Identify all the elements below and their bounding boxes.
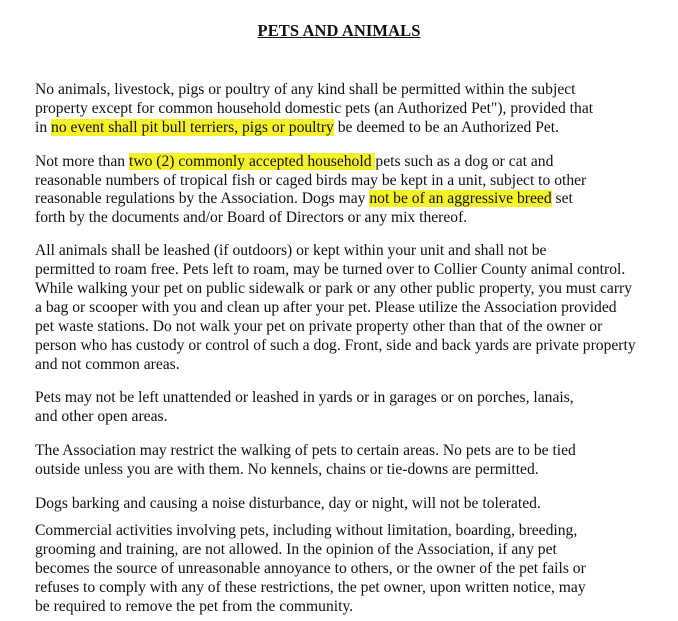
page-title: PETS AND ANIMALS: [257, 21, 421, 40]
paragraph-line: [35, 152, 553, 172]
paragraph-line: forth by the documents and/or Board of Directors or any mix thereof.: [35, 209, 468, 226]
text-run: reasonable regulations by the Association. Dogs may: [35, 190, 370, 207]
paragraph-line: pet waste stations. Do not walk your pet on private property other than that of the owner or: [35, 318, 603, 335]
paragraph-line: permitted to roam free. Pets left to roam, may be turned over to Collier County animal control.: [35, 261, 626, 278]
paragraph-line: Dogs barking and causing a noise disturbance, day or night, will not be tolerated.: [35, 495, 541, 512]
text-run: set: [551, 190, 573, 207]
paragraph-line: Commercial activities involving pets, including without limitation, boarding, breeding,: [35, 522, 578, 539]
highlighted-text: not be of an aggressive breed: [369, 190, 552, 207]
text-run: be deemed to be an Authorized Pet.: [333, 119, 560, 136]
text-run: Not more than: [35, 153, 129, 170]
highlighted-text: no event shall pit bull terriers, pigs or poultry: [51, 119, 334, 136]
paragraph-line: grooming and training, are not allowed. In the opinion of the Association, if any pet: [35, 541, 557, 558]
paragraph-line: a bag or scooper with you and clean up after your pet. Please utilize the Association provided: [35, 299, 617, 316]
text-run: pets such as a dog or cat and: [375, 153, 554, 170]
paragraph-line: [35, 118, 559, 138]
paragraph-line: No animals, livestock, pigs or poultry of any kind shall be permitted within the subject: [35, 81, 576, 98]
highlighted-text: two (2) commonly accepted household: [128, 153, 376, 170]
paragraph-line: All animals shall be leashed (if outdoors) or kept within your unit and shall not be: [35, 242, 547, 259]
paragraph-line: outside unless you are with them. No kennels, chains or tie-downs are permitted.: [35, 461, 539, 478]
paragraph-line: reasonable numbers of tropical fish or caged birds may be kept in a unit, subject to other: [35, 172, 587, 189]
paragraph-line: be required to remove the pet from the community.: [35, 598, 354, 615]
paragraph-line: and other open areas.: [35, 408, 168, 425]
paragraph-line: Pets may not be left unattended or leashed in yards or in garages or on porches, lanais,: [35, 389, 574, 406]
paragraph-line: refuses to comply with any of these restrictions, the pet owner, upon written notice, may: [35, 579, 586, 596]
paragraph-line: and not common areas.: [35, 356, 180, 373]
paragraph-line: becomes the source of unreasonable annoyance to others, or the owner of the pet fails or: [35, 560, 586, 577]
paragraph-line: [35, 189, 573, 209]
paragraph-line: property except for common household domestic pets (an Authorized Pet"), provided that: [35, 100, 594, 117]
paragraph-line: While walking your pet on public sidewalk or park or any other public property, you must carry: [35, 280, 633, 297]
paragraph-line: The Association may restrict the walking of pets to certain areas. No pets are to be tied: [35, 442, 576, 459]
text-run: in: [35, 119, 52, 136]
paragraph-line: person who has custody or control of such a dog. Front, side and back yards are private property: [35, 337, 636, 354]
